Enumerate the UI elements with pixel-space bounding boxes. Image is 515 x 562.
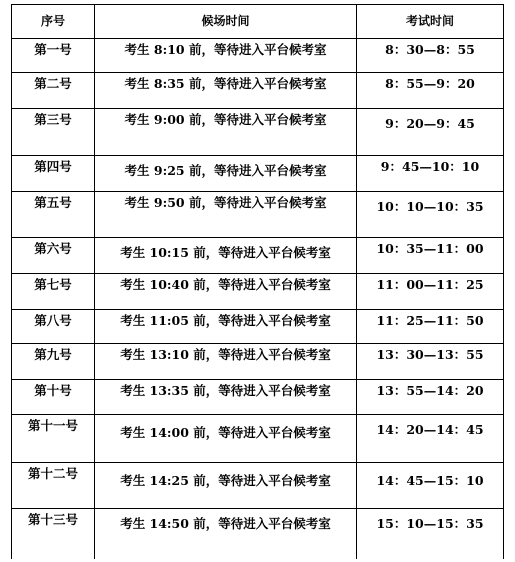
table-row xyxy=(12,109,504,156)
table-row xyxy=(12,274,504,310)
row-exam-time: 11：25—11：50 xyxy=(357,310,504,344)
header-exam-time: 考试时间 xyxy=(357,5,504,39)
table-row xyxy=(12,380,504,415)
row-waiting-time: 考生 10:15 前，等待进入平台候考室 xyxy=(95,238,357,274)
row-sequence: 第七号 xyxy=(12,274,95,310)
row-exam-time: 14：45—15：10 xyxy=(357,463,504,509)
row-sequence: 第八号 xyxy=(12,310,95,344)
table-row xyxy=(12,344,504,380)
row-waiting-time: 考生 13:35 前，等待进入平台候考室 xyxy=(95,380,357,415)
table-header-row xyxy=(12,5,504,39)
row-sequence: 第十号 xyxy=(12,380,95,415)
row-waiting-time: 考生 10:40 前，等待进入平台候考室 xyxy=(95,274,357,310)
row-exam-time: 9：45—10：10 xyxy=(357,156,504,192)
row-exam-time: 9：20—9：45 xyxy=(357,109,504,156)
row-exam-time: 15：10—15：35 xyxy=(357,509,504,559)
row-waiting-time: 考生 9:00 前，等待进入平台候考室 xyxy=(95,109,357,156)
row-waiting-time: 考生 9:25 前，等待进入平台候考室 xyxy=(95,156,357,192)
row-sequence: 第九号 xyxy=(12,344,95,380)
table-row xyxy=(12,156,504,192)
table-row xyxy=(12,509,504,559)
table-row xyxy=(12,463,504,509)
row-sequence: 第十三号 xyxy=(12,509,95,559)
row-exam-time: 10：10—10：35 xyxy=(357,192,504,238)
row-exam-time: 13：55—14：20 xyxy=(357,380,504,415)
row-waiting-time: 考生 14:00 前，等待进入平台候考室 xyxy=(95,415,357,463)
row-sequence: 第二号 xyxy=(12,73,95,109)
row-waiting-time: 考生 14:50 前，等待进入平台候考室 xyxy=(95,509,357,559)
row-exam-time: 14：20—14：45 xyxy=(357,415,504,463)
table-row xyxy=(12,310,504,344)
table-row xyxy=(12,39,504,73)
row-exam-time: 8：55—9：20 xyxy=(357,73,504,109)
row-sequence: 第六号 xyxy=(12,238,95,274)
row-sequence: 第十一号 xyxy=(12,415,95,463)
table-row xyxy=(12,238,504,274)
header-sequence: 序号 xyxy=(12,5,95,39)
row-waiting-time: 考生 14:25 前，等待进入平台候考室 xyxy=(95,463,357,509)
row-waiting-time: 考生 8:35 前，等待进入平台候考室 xyxy=(95,73,357,109)
row-exam-time: 11：00—11：25 xyxy=(357,274,504,310)
table-row xyxy=(12,73,504,109)
row-exam-time: 8：30—8：55 xyxy=(357,39,504,73)
header-waiting-time: 候场时间 xyxy=(95,5,357,39)
row-sequence: 第四号 xyxy=(12,156,95,192)
exam-schedule-table xyxy=(11,4,504,559)
row-sequence: 第十二号 xyxy=(12,463,95,509)
row-waiting-time: 考生 9:50 前，等待进入平台候考室 xyxy=(95,192,357,238)
row-sequence: 第三号 xyxy=(12,109,95,156)
row-waiting-time: 考生 11:05 前，等待进入平台候考室 xyxy=(95,310,357,344)
row-exam-time: 13：30—13：55 xyxy=(357,344,504,380)
row-sequence: 第五号 xyxy=(12,192,95,238)
row-exam-time: 10：35—11：00 xyxy=(357,238,504,274)
row-waiting-time: 考生 8:10 前，等待进入平台候考室 xyxy=(95,39,357,73)
table-row xyxy=(12,415,504,463)
row-waiting-time: 考生 13:10 前，等待进入平台候考室 xyxy=(95,344,357,380)
table-row xyxy=(12,192,504,238)
row-sequence: 第一号 xyxy=(12,39,95,73)
schedule-sheet xyxy=(11,4,503,562)
